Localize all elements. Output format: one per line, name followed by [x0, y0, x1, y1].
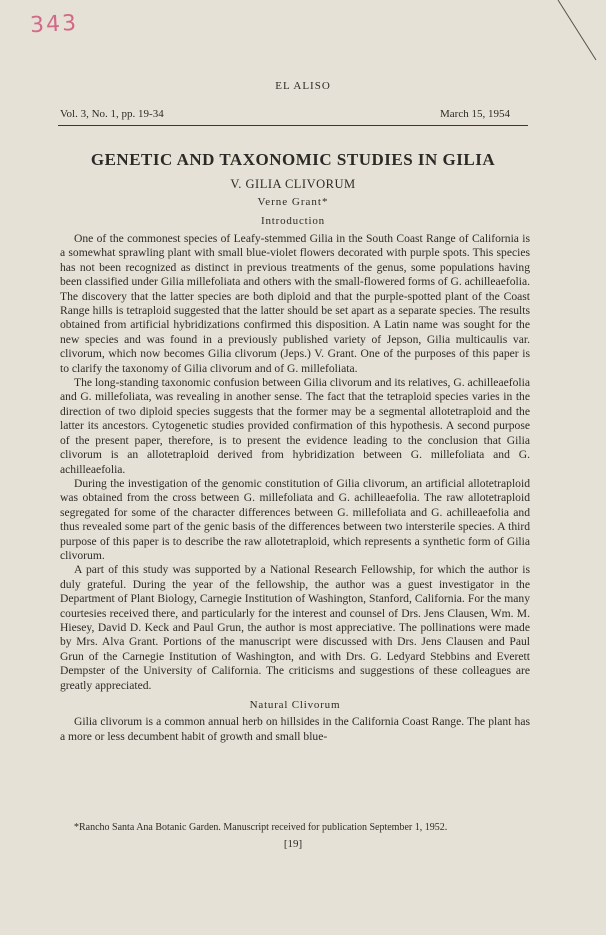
article-subtitle: V. GILIA CLIVORUM: [230, 177, 356, 191]
volume-info: Vol. 3, No. 1, pp. 19-34: [60, 108, 164, 120]
article-title: GENETIC AND TAXONOMIC STUDIES IN GILIA: [90, 150, 496, 169]
page-number: [19]: [283, 838, 303, 850]
footnote: *Rancho Santa Ana Botanic Garden. Manuscript received for publication September 1, 1952.: [74, 822, 448, 833]
section-heading-natural-clivorum: Natural Clivorum: [249, 699, 341, 711]
journal-name: EL ALISO: [275, 80, 331, 92]
section-heading-introduction: Introduction: [261, 215, 325, 227]
header-rule: [58, 125, 528, 126]
paragraph-2: The long-standing taxonomic confusion between Gilia clivorum and its relatives, G. achilleaefolia and G. millefoliata, was revealing in another sense. The fact that the tetraploid species varies in the direction of two diploid species suggests that the former may be a segmental allotetraploid and the latter its ancestors. Cytogenetic studies provided confirmation of this hypothesis. A second purpose of the present paper, therefore, is to present the evidence leading to the conclusion that Gilia clivorum is an allotetraploid derived from hybridization between G. millefoliata and G. achilleaefolia.: [60, 376, 530, 476]
author-name: Verne Grant*: [257, 196, 329, 208]
article-body: [60, 232, 530, 744]
paragraph-1: One of the commonest species of Leafy-stemmed Gilia in the South Coast Range of California is a somewhat sprawling plant with small blue-violet flowers decorated with purple spots. This species has not been recognized as distinct in previous treatments of the genus, some populations having been classified under Gilia millefoliata and others with the small-flowered forms of G. achilleaefolia. The discovery that the latter species are both diploid and that the purple-spotted plant of the Coast Range hills is tetraploid suggested that the latter should be set apart as a separate species. The results obtained from artificial hybridizations confirmed this disposition. A Latin name was sought for the new species and was found in a previously published variety of Jepson, Gilia multicaulis var. clivorum, which now becomes Gilia clivorum (Jeps.) V. Grant. One of the purposes of this paper is to clarify the taxonomy of Gilia clivorum and of G. millefoliata.: [60, 232, 530, 375]
handwritten-note: 343: [29, 10, 79, 39]
paragraph-3: During the investigation of the genomic constitution of Gilia clivorum, an artificial allotetraploid was obtained from the cross between G. millefoliata and G. achilleaefolia. The raw allotetraploid segregated for some of the character differences between G. millefoliata and G. achilleaefolia and thus revealed some part of the genic basis of the differences between two intersterile species. A third purpose of this paper is to describe the raw allotetraploid, which represents a synthetic form of Gilia clivorum.: [60, 476, 530, 562]
paragraph-5: Gilia clivorum is a common annual herb on hillsides in the California Coast Range. The plant has a more or less decumbent habit of growth and small blue-: [60, 715, 530, 743]
issue-date: March 15, 1954: [440, 108, 510, 120]
paragraph-4: A part of this study was supported by a National Research Fellowship, for which the author is duly grateful. During the year of the fellowship, the author was a guest investigator in the Department of Plant Biology, Carnegie Institution of Washington, Stanford, California. For the many courtesies received there, and particularly for the interest and counsel of Drs. Jens Clausen, Wm. M. Hiesey, David D. Keck and Paul Grun, the author is most appreciative. The pollinations were made by Mrs. Alva Grant. Portions of the manuscript were discussed with Drs. Jens Clausen and Paul Grun of the Carnegie Institution of Washington, and with Drs. G. Ledyard Stebbins and Everett Dempster of the University of California. The criticisms and suggestions of these colleagues are greatly appreciated.: [60, 563, 530, 692]
